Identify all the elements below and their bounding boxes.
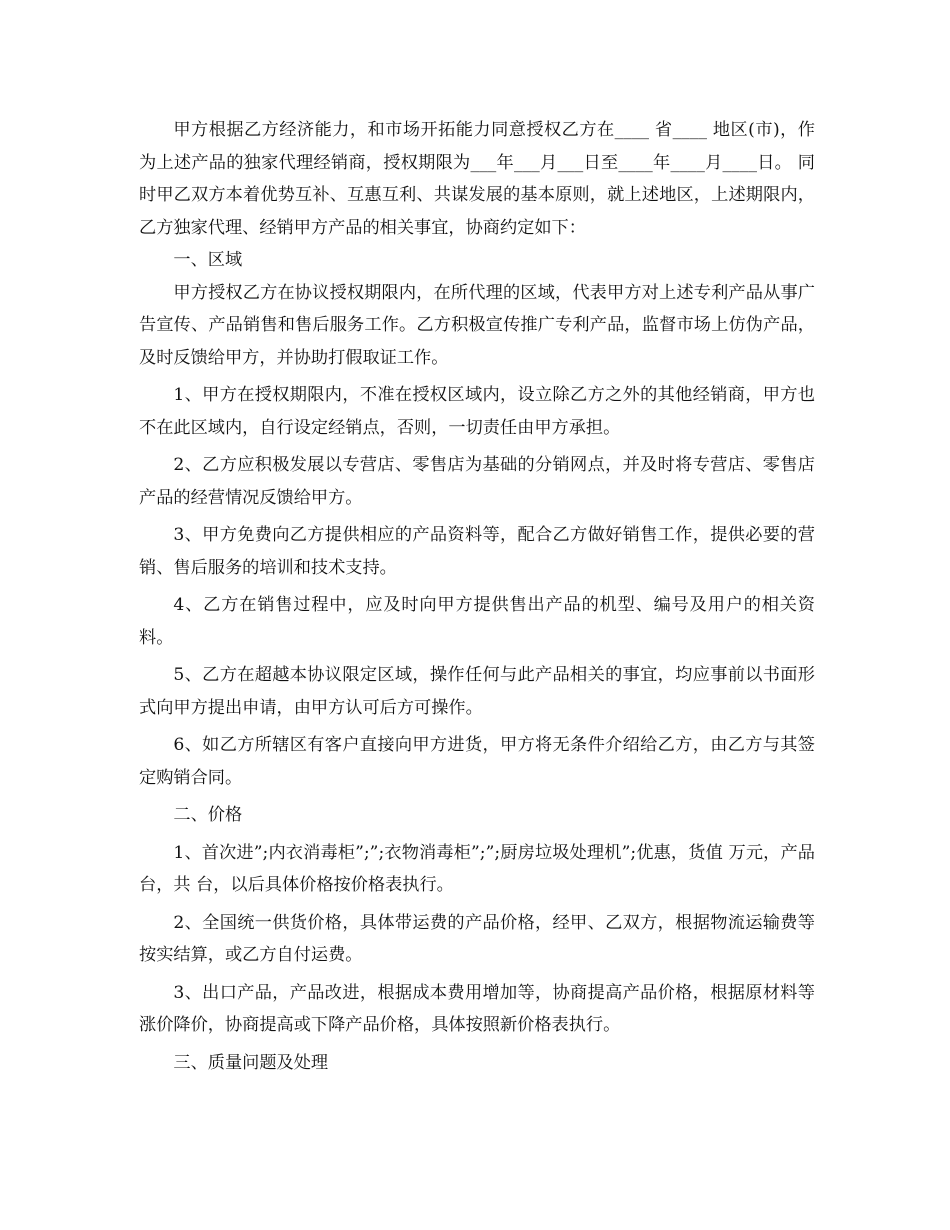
section-heading-region: 一、区域 <box>173 250 243 270</box>
region-clause-4: 4、乙方在销售过程中，应及时向甲方提供售出产品的机型、编号及用户的相关资料。 <box>139 595 815 648</box>
price-clause-3: 3、出口产品，产品改进，根据成本费用增加等，协商提高产品价格，根据原材料等涨价降价，协商提高或下降产品价格，具体按照新价格表执行。 <box>139 982 815 1035</box>
region-clause-6: 6、如乙方所辖区有客户直接向甲方进货，甲方将无条件介绍给乙方，由乙方与其签定购销合同。 <box>139 735 815 788</box>
section-heading-price: 二、价格 <box>173 805 243 825</box>
intro-paragraph: 甲方根据乙方经济能力，和市场开拓能力同意授权乙方在____ 省____ 地区(市)，作为上述产品的独家代理经销商，授权期限为___年___月___日至____年____月____日。 同时甲乙双方本着优势互补、互惠互利、共谋发展的基本原则，就上述地区，上述期限内，乙方独家代理、经销甲方产品的相关事宜，协商约定如下： <box>139 120 815 238</box>
region-clause-3: 3、甲方免费向乙方提供相应的产品资料等，配合乙方做好销售工作，提供必要的营销、售后服务的培训和技术支持。 <box>139 525 815 578</box>
section-heading-quality: 三、质量问题及处理 <box>173 1052 329 1073</box>
region-clause-5: 5、乙方在超越本协议限定区域，操作任何与此产品相关的事宜，均应事前以书面形式向甲方提出申请，由甲方认可后方可操作。 <box>139 665 815 718</box>
region-clause-2: 2、乙方应积极发展以专营店、零售店为基础的分销网点，并及时将专营店、零售店产品的经营情况反馈给甲方。 <box>139 455 815 508</box>
price-clause-2: 2、全国统一供货价格，具体带运费的产品价格，经甲、乙双方，根据物流运输费等按实结算，或乙方自付运费。 <box>139 912 815 965</box>
region-clause-1: 1、甲方在授权期限内，不准在授权区域内，设立除乙方之外的其他经销商，甲方也不在此区域内，自行设定经销点，否则，一切责任由甲方承担。 <box>139 385 815 438</box>
region-intro-paragraph: 甲方授权乙方在协议授权期限内，在所代理的区域，代表甲方对上述专利产品从事广告宣传、产品销售和售后服务工作。乙方积极宣传推广专利产品，监督市场上仿伪产品，及时反馈给甲方，并协助打假取证工作。 <box>139 282 815 368</box>
document-body <box>139 114 815 1079</box>
price-clause-1: 1、首次进”;内衣消毒柜”;”;衣物消毒柜”;”;厨房垃圾处理机”;优惠，货值 万元，产品 台，共 台，以后具体价格按价格表执行。 <box>139 842 815 895</box>
